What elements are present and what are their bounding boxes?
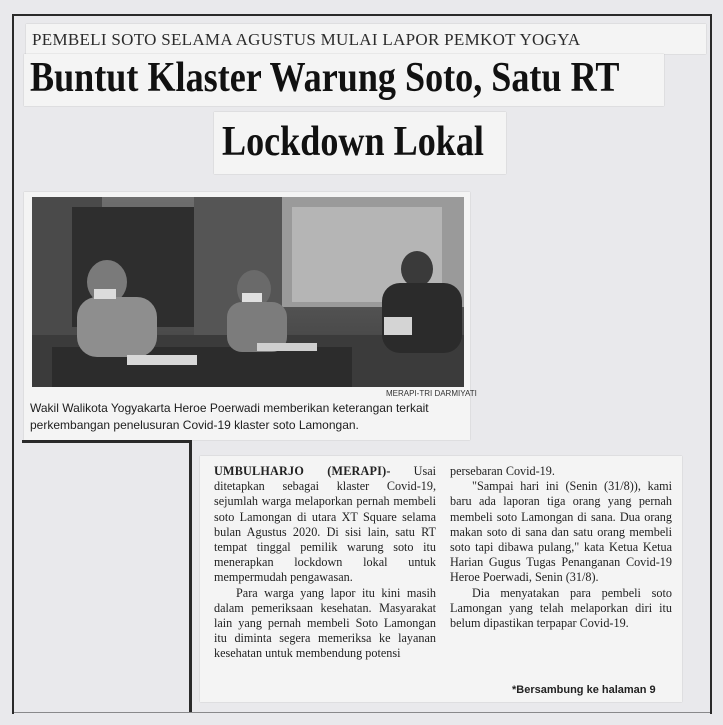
news-photo	[32, 197, 464, 387]
photo-caption: Wakil Walikota Yogyakarta Heroe Poerwadi memberikan keterangan terkait perkembangan penelusuran Covid-19 klaster soto Lamongan.	[30, 401, 429, 432]
article-divider-vertical	[189, 440, 192, 712]
article-col2-p1: "Sampai hari ini (Senin (31/8)), kami baru ada laporan tiga orang yang pernah membeli soto Lamongan di sana. Dua orang makan soto di sana dan satu orang membeli soto tapi dibawa pulang," kata Ketua Ketua Harian Gugus Tugas Penanganan Covid-19 Heroe Poerwadi, Senin (31/8).	[450, 479, 672, 585]
article-paragraph-1	[214, 464, 436, 586]
article-col2-p0: persebaran Covid-19.	[450, 464, 555, 478]
article-col1-p2: Para warga yang lapor itu kini masih dalam pemeriksaan kesehatan. Masyarakat lain yang pernah membeli Soto Lamongan itu diminta segera memeriksa ke layanan kesehatan untuk membendung potensi	[214, 585, 436, 661]
kicker-text: PEMBELI SOTO SELAMA AGUSTUS MULAI LAPOR PEMKOT YOGYA	[32, 30, 581, 49]
headline-line-1: Buntut Klaster Warung Soto, Satu RT	[30, 55, 620, 101]
article-column-1	[214, 464, 436, 662]
article-dateline: UMBULHARJO (MERAPI)-	[214, 464, 391, 478]
news-photo-image	[32, 197, 464, 387]
article-column-2	[450, 464, 672, 631]
photo-credit: MERAPI-TRI DARMIYATI	[386, 389, 477, 398]
article-divider-horizontal	[22, 440, 192, 443]
frame-bottom-line	[12, 712, 712, 713]
frame-right-line	[710, 14, 712, 714]
frame-top-line	[12, 14, 712, 16]
frame-left-line	[12, 14, 14, 714]
article-col2-p2: Dia menyatakan para pembeli soto Lamongan yang telah melaporkan diri itu belum dipastikan terpapar Covid-19.	[450, 585, 672, 631]
continued-note: *Bersambung ke halaman 9	[512, 684, 656, 696]
article-col1-p1: Usai ditetapkan sebagai klaster Covid-19, sejumlah warga melaporkan pernah membeli soto Lamongan di utara XT Square selama bulan Agustus 2020. Di sisi lain, satu RT tempat tinggal pemilik warung soto itu menerapkan lockdown lokal untuk mempermudah pengawasan.	[214, 464, 436, 585]
headline-line-2: Lockdown Lokal	[222, 119, 484, 165]
